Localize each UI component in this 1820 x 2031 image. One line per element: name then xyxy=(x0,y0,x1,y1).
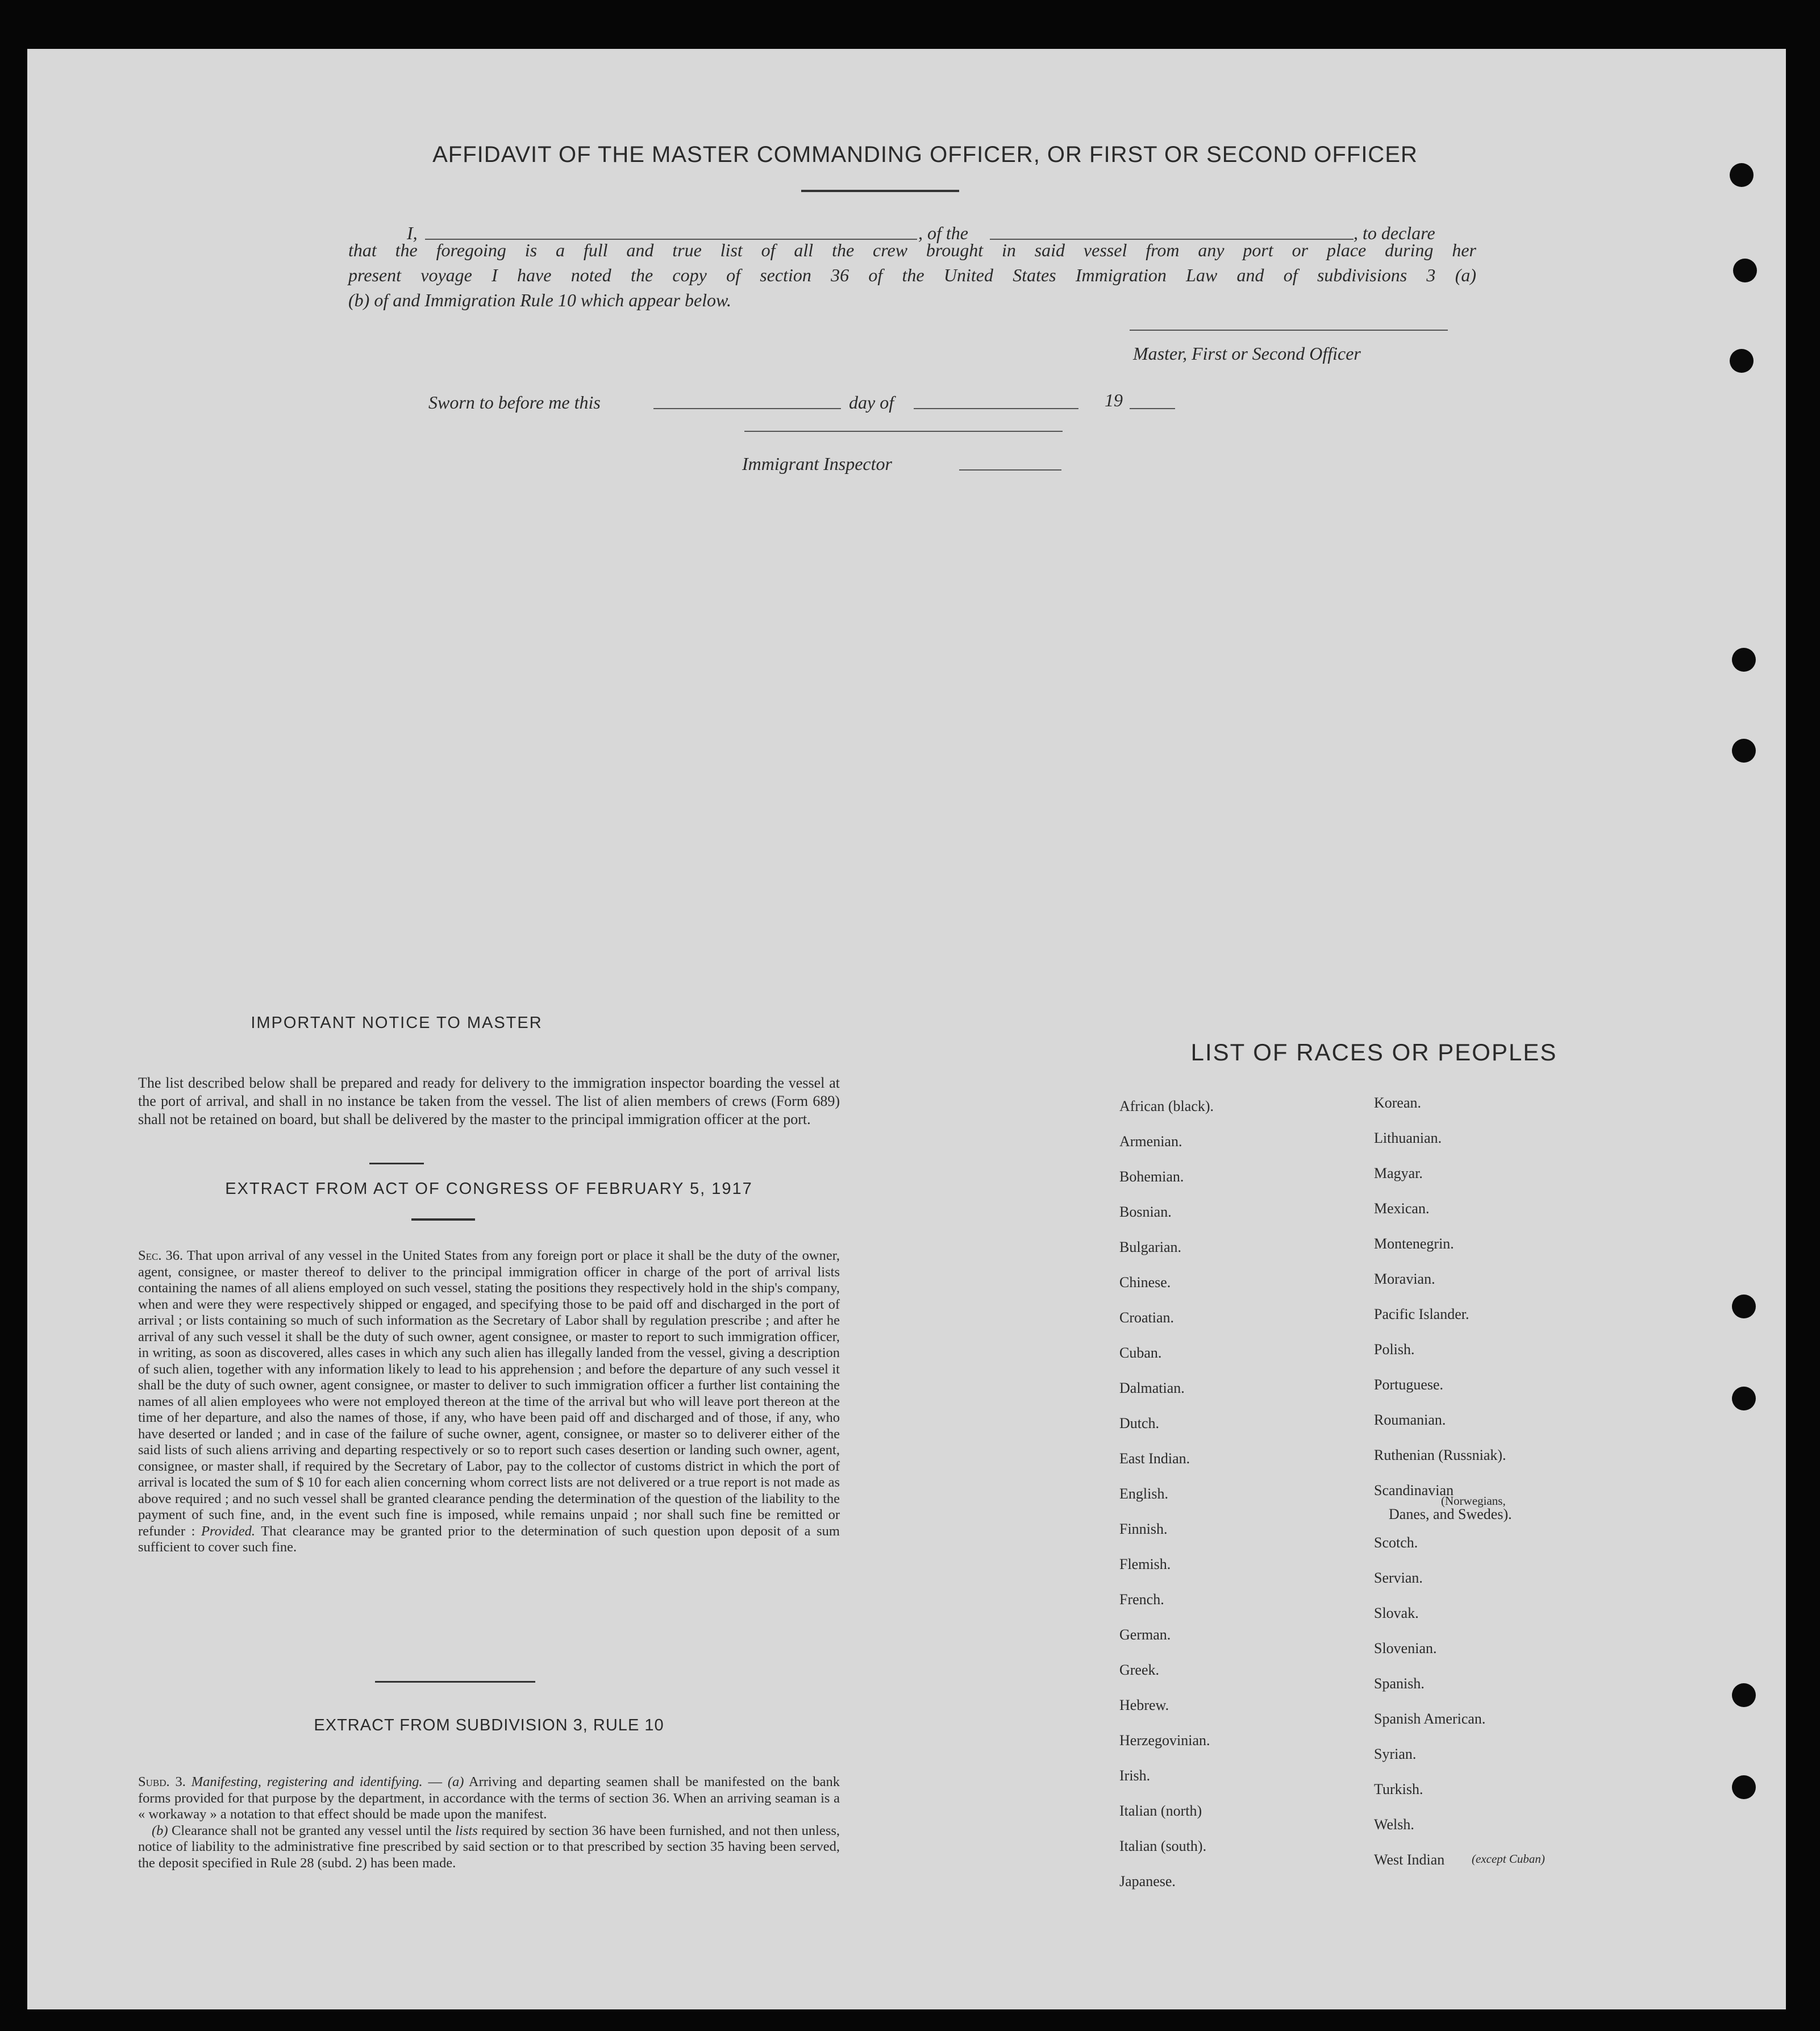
race-item: Lithuanian. xyxy=(1374,1130,1442,1146)
binder-hole xyxy=(1732,1775,1756,1799)
para-b-pre: Clearance shall not be granted any vessel until the xyxy=(171,1822,452,1838)
form-sheet xyxy=(27,49,1786,2009)
scandinavian-note-1: (Norwegians, xyxy=(1441,1494,1506,1508)
race-item: Mexican. xyxy=(1374,1200,1430,1217)
affidavit-line1-start: I, xyxy=(407,223,418,243)
affidavit-line3: present voyage I have noted the copy of section 36 of the United States Immigration Law and of subdivisions 3 (a) xyxy=(348,265,1476,285)
race-item: Herzegovinian. xyxy=(1119,1732,1210,1749)
subdivision-heading: Manifesting, registering and identifying. xyxy=(191,1774,423,1789)
rule10-extract-title: EXTRACT FROM SUBDIVISION 3, RULE 10 xyxy=(314,1716,664,1734)
race-item: Bulgarian. xyxy=(1119,1239,1182,1255)
race-item: Moravian. xyxy=(1374,1271,1435,1287)
subdivision-a: Subd. 3. Manifesting, registering and identifying. — (a) Arriving and departing seamen shall be manifested on the bank forms provided for that purpose by the department, in accordance with the terms of section 36. When an arriving seaman is a « workaway » a notation to that effect should be made upon the manifest. xyxy=(138,1774,840,1822)
signature-line[interactable] xyxy=(1130,330,1448,331)
race-item: German. xyxy=(1119,1626,1171,1643)
race-item: East Indian. xyxy=(1119,1450,1190,1467)
race-item: Japanese. xyxy=(1119,1873,1176,1890)
year-label: 19 xyxy=(1105,390,1123,410)
race-item: Pacific Islander. xyxy=(1374,1306,1469,1322)
race-item: West Indian xyxy=(1374,1851,1445,1868)
binder-hole xyxy=(1730,163,1754,187)
race-item: Chinese. xyxy=(1119,1274,1171,1291)
race-item: Finnish. xyxy=(1119,1521,1168,1537)
race-item: Hebrew. xyxy=(1119,1697,1169,1713)
act-title-underline xyxy=(411,1218,475,1221)
race-item: Cuban. xyxy=(1119,1345,1162,1361)
inspector-label-line xyxy=(959,469,1061,471)
inspector-label: Immigrant Inspector xyxy=(742,453,892,474)
race-item: Irish. xyxy=(1119,1767,1151,1784)
title-underline xyxy=(801,190,959,192)
race-item: Bosnian. xyxy=(1119,1204,1172,1220)
west-indian-note: (except Cuban) xyxy=(1472,1852,1545,1866)
affidavit-line1-end: , to declare xyxy=(1353,223,1435,243)
race-item: Portuguese. xyxy=(1374,1376,1444,1393)
subdivision-b xyxy=(138,1823,840,1872)
day-label: day of xyxy=(849,392,894,413)
para-a-text: Arriving and departing seamen shall be manifested on the bank forms provided for that purpose by the department, in accordance with the terms of section 36. When an arriving seaman is a « workaway » a notation to that effect should be made upon the manifest. xyxy=(138,1774,840,1822)
day-blank-line[interactable] xyxy=(653,408,841,409)
race-item: Scandinavian xyxy=(1374,1482,1454,1499)
month-blank-line[interactable] xyxy=(914,408,1078,409)
sworn-label: Sworn to before me this xyxy=(428,392,601,413)
race-item: French. xyxy=(1119,1591,1164,1608)
race-item: Korean. xyxy=(1374,1094,1422,1111)
race-item: Flemish. xyxy=(1119,1556,1171,1572)
act-extract-title: EXTRACT FROM ACT OF CONGRESS OF FEBRUARY 5, 1917 xyxy=(225,1180,753,1198)
race-item: Syrian. xyxy=(1374,1746,1417,1762)
race-item: Roumanian. xyxy=(1374,1412,1446,1428)
para-b-lists: lists xyxy=(455,1822,478,1838)
race-item: Scotch. xyxy=(1374,1534,1418,1551)
race-item: Dutch. xyxy=(1119,1415,1160,1431)
affidavit-line1-mid: , of the xyxy=(918,223,968,243)
race-item: Bohemian. xyxy=(1119,1168,1184,1185)
race-item: Slovak. xyxy=(1374,1605,1419,1621)
race-item: Italian (south). xyxy=(1119,1838,1207,1854)
binder-hole xyxy=(1732,1295,1756,1318)
race-item: Polish. xyxy=(1374,1341,1415,1358)
race-item: Spanish. xyxy=(1374,1675,1425,1692)
notice-body: The list described below shall be prepared and ready for delivery to the immigration inspector boarding the vessel at the port of arrival, and shall in no instance be taken from the vessel. The list of alien members of crews (Form 689) shall not be retained on board, but shall be delivered by the master to the principal immigration officer at the port. xyxy=(138,1075,840,1127)
section-36-text xyxy=(138,1248,840,1556)
race-item: English. xyxy=(1119,1485,1168,1502)
race-item: Spanish American. xyxy=(1374,1710,1486,1727)
binder-hole xyxy=(1732,739,1756,763)
para-a-letter: (a) xyxy=(447,1774,464,1789)
para-b-letter: (b) xyxy=(152,1822,168,1838)
race-item: Servian. xyxy=(1374,1570,1423,1586)
inspector-signature-line[interactable] xyxy=(744,431,1063,432)
race-item: Armenian. xyxy=(1119,1133,1182,1150)
binder-hole xyxy=(1732,1683,1756,1707)
binder-hole xyxy=(1733,259,1757,282)
races-title: LIST OF RACES OR PEOPLES xyxy=(1190,1039,1557,1066)
race-item: Greek. xyxy=(1119,1662,1160,1678)
race-item: Magyar. xyxy=(1374,1165,1423,1181)
notice-title: IMPORTANT NOTICE TO MASTER xyxy=(251,1014,543,1032)
race-item: Turkish. xyxy=(1374,1781,1423,1797)
affidavit-line2: that the foregoing is a full and true list of all the crew brought in said vessel from any port or place during her xyxy=(348,240,1476,260)
rule10-divider xyxy=(375,1681,535,1683)
race-item: Ruthenian (Russniak). xyxy=(1374,1447,1506,1463)
subdivision-label: Subd. 3. xyxy=(138,1774,186,1789)
binder-hole xyxy=(1732,648,1756,672)
scandinavian-note-2: Danes, and Swedes). xyxy=(1389,1506,1512,1522)
rule10-text xyxy=(138,1774,840,1871)
binder-hole xyxy=(1730,349,1754,373)
year-blank-line[interactable] xyxy=(1130,408,1175,409)
race-item: Montenegrin. xyxy=(1374,1235,1454,1252)
race-item: Croatian. xyxy=(1119,1309,1175,1326)
section-36-end: That clearance may be granted prior to the determination of such question upon deposit of a sum sufficient to cover such fine. xyxy=(138,1523,840,1555)
para-b-post: required by section 36 have been furnished, and not then unless, notice of liability to the administrative fine prescribed by said section or to that prescribed by section 35 having been served, the deposit specified in Rule 28 (subd. 2) has been made. xyxy=(138,1822,840,1871)
race-item: Dalmatian. xyxy=(1119,1380,1185,1396)
race-item: African (black). xyxy=(1119,1098,1214,1114)
race-item: Slovenian. xyxy=(1374,1640,1437,1657)
race-item: Welsh. xyxy=(1374,1816,1414,1833)
binder-hole xyxy=(1732,1387,1756,1410)
section-36-body: That upon arrival of any vessel in the United States from any foreign port or place it shall be the duty of the owner, agent, consignee, or master thereof to deliver to the principal immigration officer in charge of the port of arrival lists containing the names of all aliens employed on such vessel, stating the positions they respectively hold in the ship's company, when and were they were respectively shipped or engaged, and specifying those to be paid off and discharged in the port of arrival ; or lists containing so much of such information as the Secretary of Labor shall by regulation prescribe ; and after he arrival of any such vessel it shall be the duty of such owner, agent consignee, or master to report to such immigration officer, in writing, as soon as discovered, alles cases in which any such alien has illegally landed from the vessel, giving a description of such alien, together with any information likely to lead to his apprehension ; and before the departure of any such vessel it shall be the duty of such owner, agent consignee, or master to deliver to such immigration officer a further list containing the names of all alien employees who were not employed thereon at the time of the arrival but who will leave port thereon at the time of her departure, and also the names of those, if any, who have been paid off and discharged and of those, if any, who have deserted or landed ; and in case of the failure of suche owner, agent, consignee, or master so to deliverer either of the said lists of such aliens arriving and departing respectively or so to report such cases desertion or landing such owner, agent, consignee, or master shall, if required by the Secretary of Labor, pay to the collector of customs district in which the port of arrival is located the sum of $ 10 for each alien concerning whom correct lists are not delivered or a true report is not made as above required ; and no such vessel shall be granted clearance pending the determination of the question of the liability to the payment of such fine, and, in the event such fine is imposed, while remains unpaid ; nor shall such fine be remitted or refunder : xyxy=(138,1248,840,1539)
signature-label: Master, First or Second Officer xyxy=(1133,343,1361,364)
race-item: Italian (north) xyxy=(1119,1803,1202,1819)
affidavit-line4: (b) of and Immigration Rule 10 which appear below. xyxy=(348,290,731,310)
section-label: Sec. 36. xyxy=(138,1248,184,1263)
provided-word: Provided. xyxy=(201,1523,256,1539)
notice-divider xyxy=(369,1163,424,1164)
affidavit-title: AFFIDAVIT OF THE MASTER COMMANDING OFFICER, OR FIRST OR SECOND OFFICER xyxy=(432,142,1418,167)
